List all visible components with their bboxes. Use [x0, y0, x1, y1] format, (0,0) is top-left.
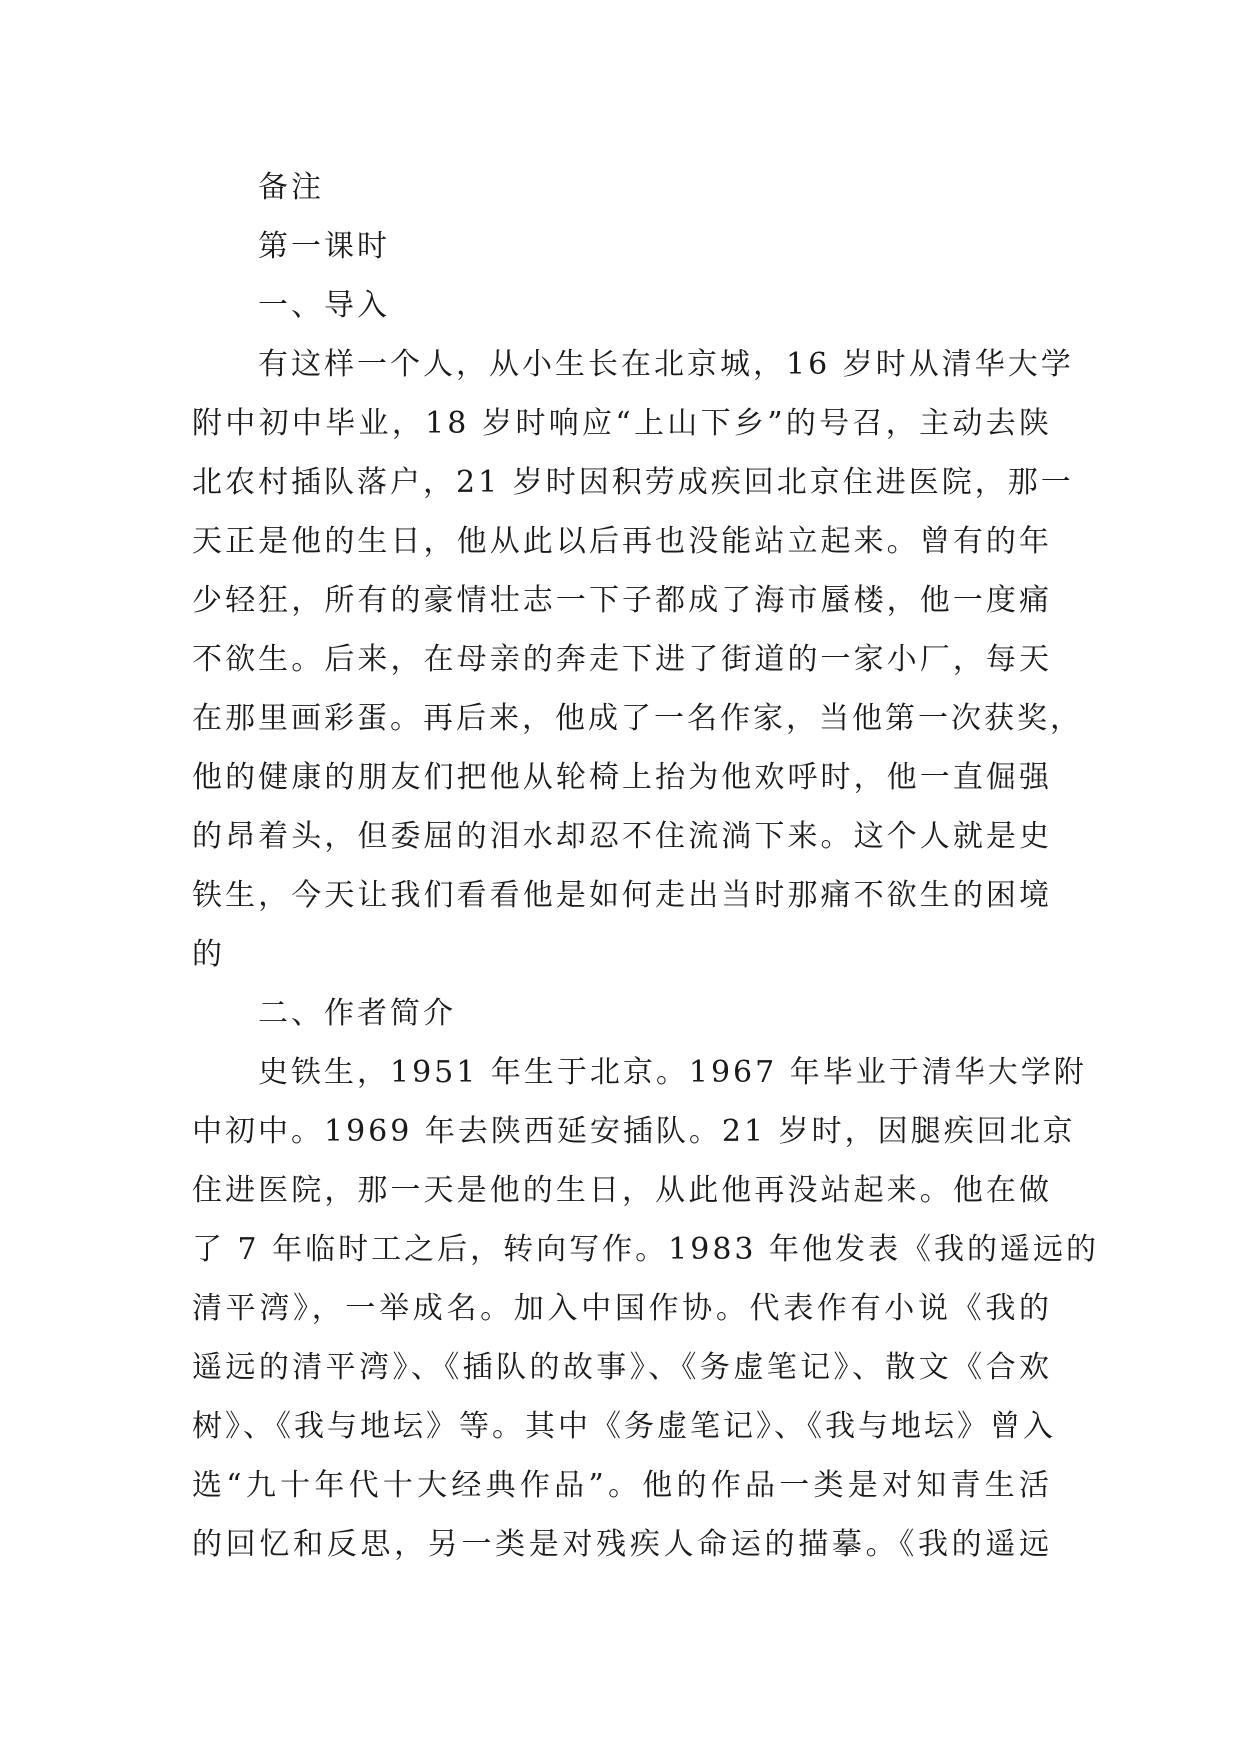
- paragraph-line: 史铁生，1951 年生于北京。1967 年毕业于清华大学附: [258, 1055, 1087, 1090]
- paragraph-line: 附中初中毕业，18 岁时响应“上山下乡”的号召，主动去陕: [192, 406, 1052, 441]
- paragraph-line: 在那里画彩蛋。再后来，他成了一名作家，当他第一次获奖，: [192, 701, 1083, 736]
- paragraph-line: 有这样一个人，从小生长在北京城，16 岁时从清华大学: [258, 347, 1074, 382]
- paragraph-line: 天正是他的生日，他从此以后再也没能站立起来。曾有的年: [192, 524, 1052, 559]
- lesson-heading: 第一课时: [258, 229, 390, 264]
- paragraph-line: 的回忆和反思，另一类是对残疾人命运的描摹。《我的遥远: [192, 1527, 1052, 1562]
- paragraph-line: 的昂着头，但委屈的泪水却忍不住流淌下来。这个人就是史: [192, 819, 1052, 854]
- document-page: [192, 158, 1100, 1574]
- paragraph-line: 不欲生。后来，在母亲的奔走下进了街道的一家小厂，每天: [192, 642, 1052, 677]
- author-paragraph: [192, 1043, 1100, 1574]
- paragraph-line: 的: [192, 937, 225, 972]
- section-title-author: 二、作者简介: [258, 996, 456, 1031]
- paragraph-line: 中初中。1969 年去陕西延安插队。21 岁时，因腿疾回北京: [192, 1114, 1076, 1149]
- note-heading: 备注: [258, 170, 324, 205]
- paragraph-line: 铁生，今天让我们看看他是如何走出当时那痛不欲生的困境: [192, 878, 1052, 913]
- paragraph-line: 他的健康的朋友们把他从轮椅上抬为他欢呼时，他一直倔强: [192, 760, 1052, 795]
- paragraph-line: 遥远的清平湾》、《插队的故事》、《务虚笔记》、散文《合欢: [192, 1350, 1052, 1385]
- paragraph-line: 北农村插队落户，21 岁时因积劳成疾回北京住进医院，那一: [192, 465, 1074, 500]
- section-title-intro: 一、导入: [258, 288, 390, 323]
- paragraph-line: 了 7 年临时工之后，转向写作。1983 年他发表《我的遥远的: [192, 1232, 1100, 1267]
- paragraph-line: 选“九十年代十大经典作品”。他的作品一类是对知青生活: [192, 1468, 1052, 1503]
- intro-paragraph: [192, 335, 1083, 984]
- paragraph-line: 住进医院，那一天是他的生日，从此他再没站起来。他在做: [192, 1173, 1052, 1208]
- paragraph-line: 少轻狂，所有的豪情壮志一下子都成了海市蜃楼，他一度痛: [192, 583, 1052, 618]
- paragraph-line: 清平湾》，一举成名。加入中国作协。代表作有小说《我的: [192, 1291, 1052, 1326]
- paragraph-line: 树》、《我与地坛》等。其中《务虚笔记》、《我与地坛》曾入: [192, 1409, 1056, 1444]
